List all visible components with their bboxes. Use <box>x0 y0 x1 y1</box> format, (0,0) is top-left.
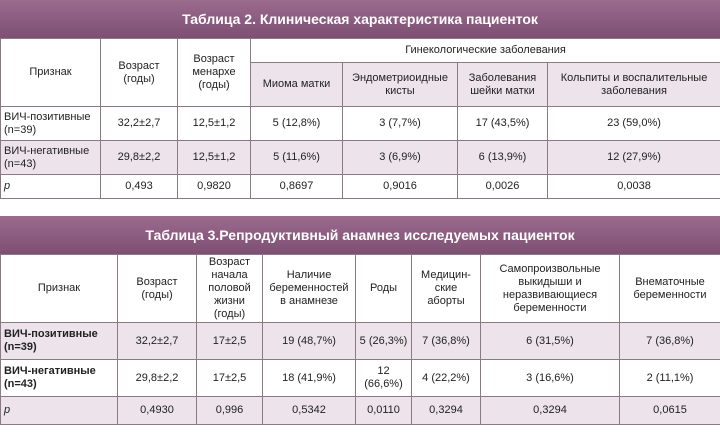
cell-sexual-onset: 17±2,5 <box>197 323 263 360</box>
table-3 <box>0 216 720 425</box>
row-label: p <box>1 397 118 425</box>
table-row <box>1 107 720 141</box>
header-feature: Признак <box>1 39 101 107</box>
header-menarche: Возраст менархе (годы) <box>178 39 251 107</box>
cell-menarche: 12,5±1,2 <box>178 141 251 175</box>
cell-births: 0,0110 <box>356 397 412 425</box>
cell-cervix: 0,0026 <box>458 175 548 199</box>
table-3-title: Таблица 3.Репродуктивный анамнез исследуемых пациенток <box>0 216 720 254</box>
table-row <box>1 141 720 175</box>
header-colpitis: Кольпиты и воспалительные заболевания <box>548 63 720 107</box>
cell-endometrioid: 3 (7,7%) <box>343 107 458 141</box>
cell-menarche: 0,9820 <box>178 175 251 199</box>
cell-myoma: 0,8697 <box>251 175 343 199</box>
table-row <box>1 175 720 199</box>
cell-pregnancies: 18 (41,9%) <box>263 360 356 397</box>
header-births: Роды <box>356 255 412 323</box>
cell-endometrioid: 0,9016 <box>343 175 458 199</box>
header-gyn-group: Гинекологические заболевания <box>251 39 720 63</box>
cell-miscarriages: 6 (31,5%) <box>481 323 620 360</box>
header-age: Возраст (годы) <box>118 255 197 323</box>
header-ectopic: Внематочные беременности <box>620 255 720 323</box>
cell-pregnancies: 0,5342 <box>263 397 356 425</box>
cell-colpitis: 12 (27,9%) <box>548 141 720 175</box>
row-label: ВИЧ-позитивные (n=39) <box>1 323 118 360</box>
cell-colpitis: 23 (59,0%) <box>548 107 720 141</box>
cell-ectopic: 0,0615 <box>620 397 720 425</box>
cell-abortions: 7 (36,8%) <box>412 323 481 360</box>
cell-abortions: 0,3294 <box>412 397 481 425</box>
cell-menarche: 12,5±1,2 <box>178 107 251 141</box>
cell-age: 0,493 <box>101 175 178 199</box>
row-label: p <box>1 175 101 199</box>
header-pregnancies: Наличие беременностей в анамнезе <box>263 255 356 323</box>
header-sexual-onset: Возраст начала половой жизни (годы) <box>197 255 263 323</box>
cell-ectopic: 7 (36,8%) <box>620 323 720 360</box>
cell-age: 0,4930 <box>118 397 197 425</box>
table-2-grid <box>0 38 720 199</box>
cell-colpitis: 0,0038 <box>548 175 720 199</box>
table-row <box>1 360 720 397</box>
header-age: Возраст (годы) <box>101 39 178 107</box>
header-miscarriages: Самопроизвольные выкидыши и неразвивающиеся беременности <box>481 255 620 323</box>
header-endometrioid: Эндометриоидные кисты <box>343 63 458 107</box>
table-3-grid <box>0 254 720 425</box>
cell-cervix: 17 (43,5%) <box>458 107 548 141</box>
cell-miscarriages: 3 (16,6%) <box>481 360 620 397</box>
header-abortions: Медицин-ские аборты <box>412 255 481 323</box>
cell-cervix: 6 (13,9%) <box>458 141 548 175</box>
cell-births: 5 (26,3%) <box>356 323 412 360</box>
row-label: ВИЧ-негативные (n=43) <box>1 360 118 397</box>
cell-sexual-onset: 17±2,5 <box>197 360 263 397</box>
table-row <box>1 397 720 425</box>
row-label: ВИЧ-негативные (n=43) <box>1 141 101 175</box>
cell-miscarriages: 0,3294 <box>481 397 620 425</box>
table-row <box>1 323 720 360</box>
cell-age: 29,8±2,2 <box>101 141 178 175</box>
table-2 <box>0 0 720 199</box>
cell-myoma: 5 (12,8%) <box>251 107 343 141</box>
header-cervix: Заболевания шейки матки <box>458 63 548 107</box>
header-feature: Признак <box>1 255 118 323</box>
cell-sexual-onset: 0,996 <box>197 397 263 425</box>
row-label: ВИЧ-позитивные (n=39) <box>1 107 101 141</box>
table-2-title: Таблица 2. Клиническая характеристика пациенток <box>0 0 720 38</box>
header-myoma: Миома матки <box>251 63 343 107</box>
cell-births: 12 (66,6%) <box>356 360 412 397</box>
cell-myoma: 5 (11,6%) <box>251 141 343 175</box>
cell-age: 29,8±2,2 <box>118 360 197 397</box>
cell-endometrioid: 3 (6,9%) <box>343 141 458 175</box>
cell-ectopic: 2 (11,1%) <box>620 360 720 397</box>
cell-pregnancies: 19 (48,7%) <box>263 323 356 360</box>
cell-abortions: 4 (22,2%) <box>412 360 481 397</box>
cell-age: 32,2±2,7 <box>101 107 178 141</box>
cell-age: 32,2±2,7 <box>118 323 197 360</box>
